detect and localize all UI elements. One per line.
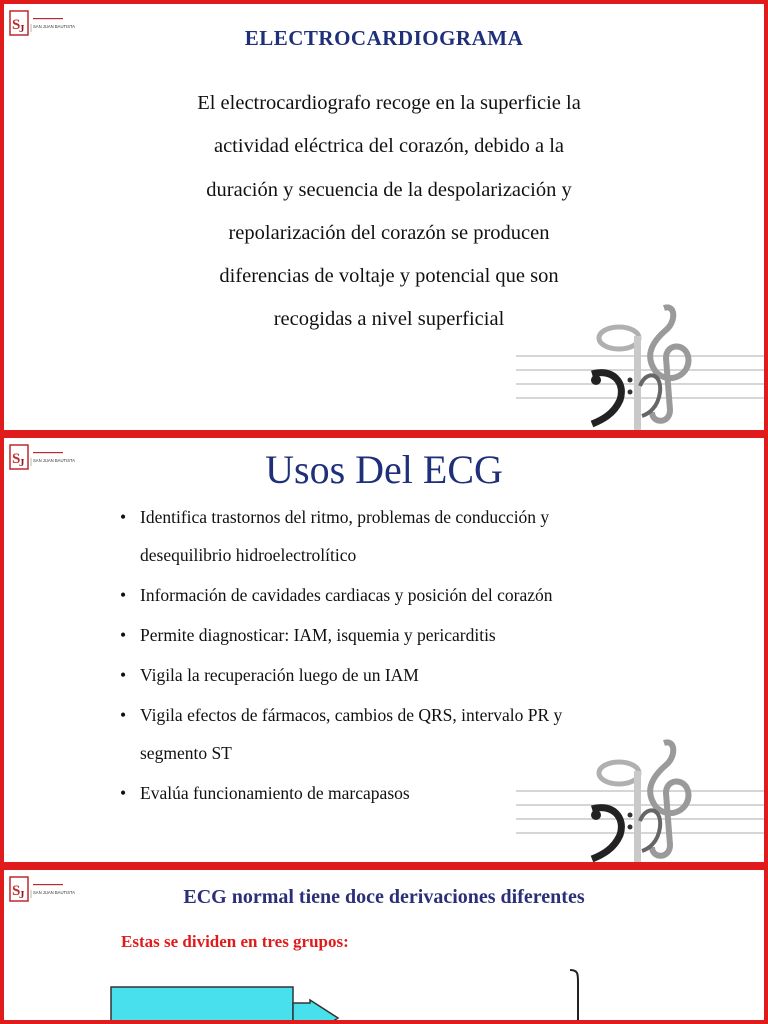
list-item: • Vigila la recuperación luego de un IAM (118, 656, 738, 694)
slide-title: Usos Del ECG (265, 447, 503, 492)
group-arrow-shape (110, 986, 350, 1024)
list-item: • Vigila efectos de fármacos, cambios de QRS, intervalo PR y segmento ST (118, 696, 738, 772)
paragraph-line: duración y secuencia de la despolarización y (206, 178, 572, 201)
slide-usos-del-ecg (0, 434, 768, 866)
logo-text: SAN JUAN BAUTISTA (33, 890, 76, 895)
svg-text:J: J (19, 889, 25, 901)
list-item: • Evalúa funcionamiento de marcapasos (118, 774, 738, 812)
paragraph-line: El electrocardiografo recoge en la superficie la (197, 92, 581, 114)
bullet-icon: • (120, 507, 127, 527)
bullet-icon: • (120, 705, 127, 725)
slide-electrocardiograma (0, 0, 768, 434)
list-item: • Identifica trastornos del ritmo, problemas de conducción y desequilibrio hidroelectrolítico (118, 498, 738, 574)
paragraph-line: recogidas a nivel superficial (273, 308, 505, 331)
paragraph-line: diferencias de voltaje y potencial que son (219, 265, 559, 288)
bullet-icon: • (120, 783, 127, 803)
logo-text: SAN JUAN BAUTISTA (33, 458, 76, 463)
svg-text:J: J (19, 23, 25, 35)
svg-text:S: S (12, 883, 21, 899)
music-notes-icon (516, 734, 768, 866)
bullet-icon: • (120, 585, 127, 605)
list-item: • Información de cavidades cardiacas y posición del corazón (118, 576, 738, 614)
slide-title: ECG normal tiene doce derivaciones diferentes (183, 886, 585, 908)
bullet-icon: • (120, 665, 127, 685)
svg-text:S: S (12, 451, 21, 467)
paragraph-line: repolarización del corazón se producen (228, 221, 550, 244)
list-item: • Permite diagnosticar: IAM, isquemia y pericarditis (118, 616, 738, 654)
slide-subtitle: Estas se dividen en tres grupos: (121, 932, 349, 951)
bullet-icon: • (120, 625, 127, 645)
paragraph-line: actividad eléctrica del corazón, debido a la (213, 135, 565, 158)
logo-text: SAN JUAN BAUTISTA (33, 24, 76, 29)
slide-title: ELECTROCARDIOGRAMA (244, 26, 524, 50)
slide-derivaciones (0, 866, 768, 1024)
svg-text:J: J (19, 457, 25, 469)
bracket-shape (564, 968, 588, 1024)
music-notes-icon (516, 300, 768, 430)
svg-text:S: S (12, 17, 21, 33)
